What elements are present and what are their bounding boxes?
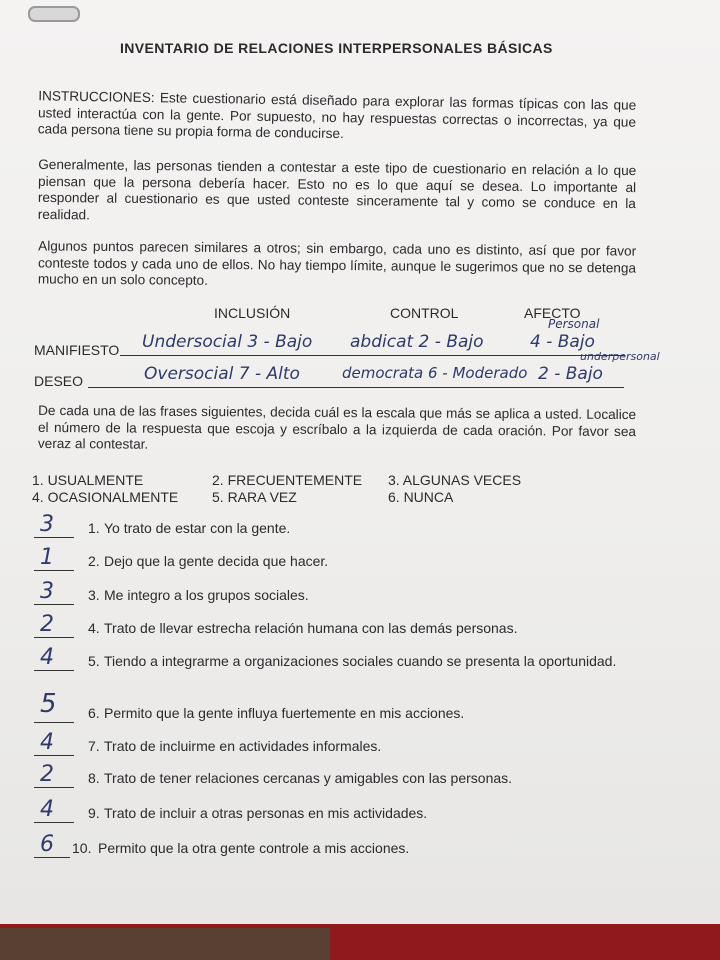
- handwritten-answer: 5: [40, 689, 57, 719]
- answer-blank[interactable]: [34, 570, 74, 571]
- question-number: 8.: [88, 770, 100, 786]
- handwritten-answer: 3: [40, 512, 54, 537]
- handwritten-answer: 4: [40, 730, 54, 755]
- question-text: Trato de incluirme en actividades informales.: [104, 738, 382, 754]
- handwritten-answer: 1: [40, 545, 54, 570]
- handwritten-answer: 4: [40, 645, 54, 670]
- question-number: 4.: [88, 620, 100, 636]
- question-text: Yo trato de estar con la gente.: [104, 520, 291, 536]
- question-number: 2.: [88, 553, 100, 569]
- question-row: [34, 612, 654, 642]
- answer-blank[interactable]: [34, 822, 74, 823]
- manifiesto-afecto-entry: 4 - Bajo: [530, 332, 595, 352]
- paragraph-3: Algunos puntos parecen similares a otros; sin embargo, cada uno es distinto, así que por favor conteste todos y cada uno de ellos. No hay tiempo límite, aunque le sugerimos que no se detenga mucho en un solo concepto.: [37, 238, 637, 288]
- row-label-manifiesto: MANIFIESTO: [34, 342, 120, 358]
- row-label-deseo: DESEO: [34, 373, 84, 389]
- handwritten-answer: 3: [40, 579, 54, 604]
- question-row: [34, 645, 654, 691]
- question-text: Trato de incluir a otras personas en mis actividades.: [104, 805, 428, 821]
- paragraph-4: De cada una de las frases siguientes, decida cuál es la escala que más se aplica a usted. Localice el número de la respuesta que escoja y escríbalo a la izquierda de cada oración. Por favor sea veraz al contestar.: [37, 402, 637, 452]
- question-text: Trato de llevar estrecha relación humana con las demás personas.: [104, 620, 518, 636]
- handwritten-answer: 2: [40, 762, 54, 787]
- answer-blank[interactable]: [34, 537, 74, 538]
- handwritten-note-underpersonal: underpersonal: [580, 350, 660, 363]
- paragraph-2: Generalmente, las personas tienden a contestar a este tipo de cuestionario en relación a lo que piensan que la persona debería hacer. Esto no es lo que aquí se desea. Lo importante al responder al cuestionario es que usted conteste sinceramente tal y como se conduce en la realidad.: [37, 156, 637, 222]
- scale-option-5: 5. RARA VEZ: [212, 489, 297, 505]
- scale-option-1: 1. USUALMENTE: [32, 472, 144, 488]
- question-row: [34, 797, 654, 827]
- deseo-line: [88, 387, 624, 388]
- question-number: 5.: [88, 653, 100, 669]
- answer-blank[interactable]: [34, 637, 74, 638]
- question-row: [34, 512, 654, 542]
- question-text: Permito que la otra gente controle a mis acciones.: [98, 840, 410, 856]
- document-title: INVENTARIO DE RELACIONES INTERPERSONALES BÁSICAS: [120, 40, 553, 56]
- instructions-paragraph: INSTRUCCIONES: Este cuestionario está diseñado para explorar las formas típicas con las que usted interactúa con la gente. Por supuesto, no hay respuestas correctas o incorrectas, ya que cada persona tiene su propia forma de conducirse.: [37, 88, 637, 142]
- question-row: [34, 579, 654, 609]
- scale-option-4: 4. OCASIONALMENTE: [32, 489, 179, 505]
- question-text: Trato de tener relaciones cercanas y amigables con las personas.: [104, 770, 513, 786]
- answer-blank[interactable]: [34, 755, 74, 756]
- answer-blank[interactable]: [34, 670, 74, 671]
- question-row: [34, 832, 654, 862]
- question-number: 3.: [88, 587, 100, 603]
- handwritten-note-personal: Personal: [548, 317, 600, 331]
- question-number: 1.: [88, 520, 100, 536]
- deseo-afecto-entry: 2 - Bajo: [538, 364, 603, 384]
- question-number: 9.: [88, 805, 100, 821]
- paper-clip-icon: [28, 6, 80, 22]
- question-text: Me integro a los grupos sociales.: [104, 587, 309, 603]
- handwritten-answer: 6: [40, 832, 54, 857]
- question-number: 6.: [88, 705, 100, 721]
- question-number: 7.: [88, 738, 100, 754]
- deseo-control-entry: democrata 6 - Moderado: [342, 364, 528, 382]
- question-row: [34, 689, 654, 727]
- header-afecto: AFECTO: [524, 305, 581, 321]
- answer-blank[interactable]: [34, 787, 74, 788]
- question-text: Permito que la gente influya fuertemente en mis acciones.: [104, 705, 465, 721]
- handwritten-answer: 2: [40, 612, 54, 637]
- answer-blank[interactable]: [34, 857, 70, 858]
- question-row: [34, 762, 654, 792]
- manifiesto-inclusion-entry: Undersocial 3 - Bajo: [142, 332, 313, 352]
- header-inclusion: INCLUSIÓN: [214, 305, 291, 321]
- header-control: CONTROL: [390, 305, 459, 321]
- question-text: Tiendo a integrarme a organizaciones sociales cuando se presenta la oportunidad.: [104, 653, 617, 669]
- question-row: [34, 545, 654, 575]
- question-text: Dejo que la gente decida que hacer.: [104, 553, 329, 569]
- manifiesto-line: [120, 355, 625, 356]
- scale-option-2: 2. FRECUENTEMENTE: [212, 472, 363, 488]
- manifiesto-control-entry: abdicat 2 - Bajo: [350, 332, 484, 352]
- deseo-inclusion-entry: Oversocial 7 - Alto: [144, 364, 300, 384]
- question-number: 10.: [72, 840, 92, 856]
- answer-blank[interactable]: [34, 604, 74, 605]
- question-row: [34, 730, 654, 760]
- handwritten-answer: 4: [40, 797, 54, 822]
- answer-blank[interactable]: [34, 722, 74, 723]
- table-surface-shadow: [0, 928, 330, 960]
- scale-option-3: 3. ALGUNAS VECES: [388, 472, 522, 488]
- scale-option-6: 6. NUNCA: [388, 489, 454, 505]
